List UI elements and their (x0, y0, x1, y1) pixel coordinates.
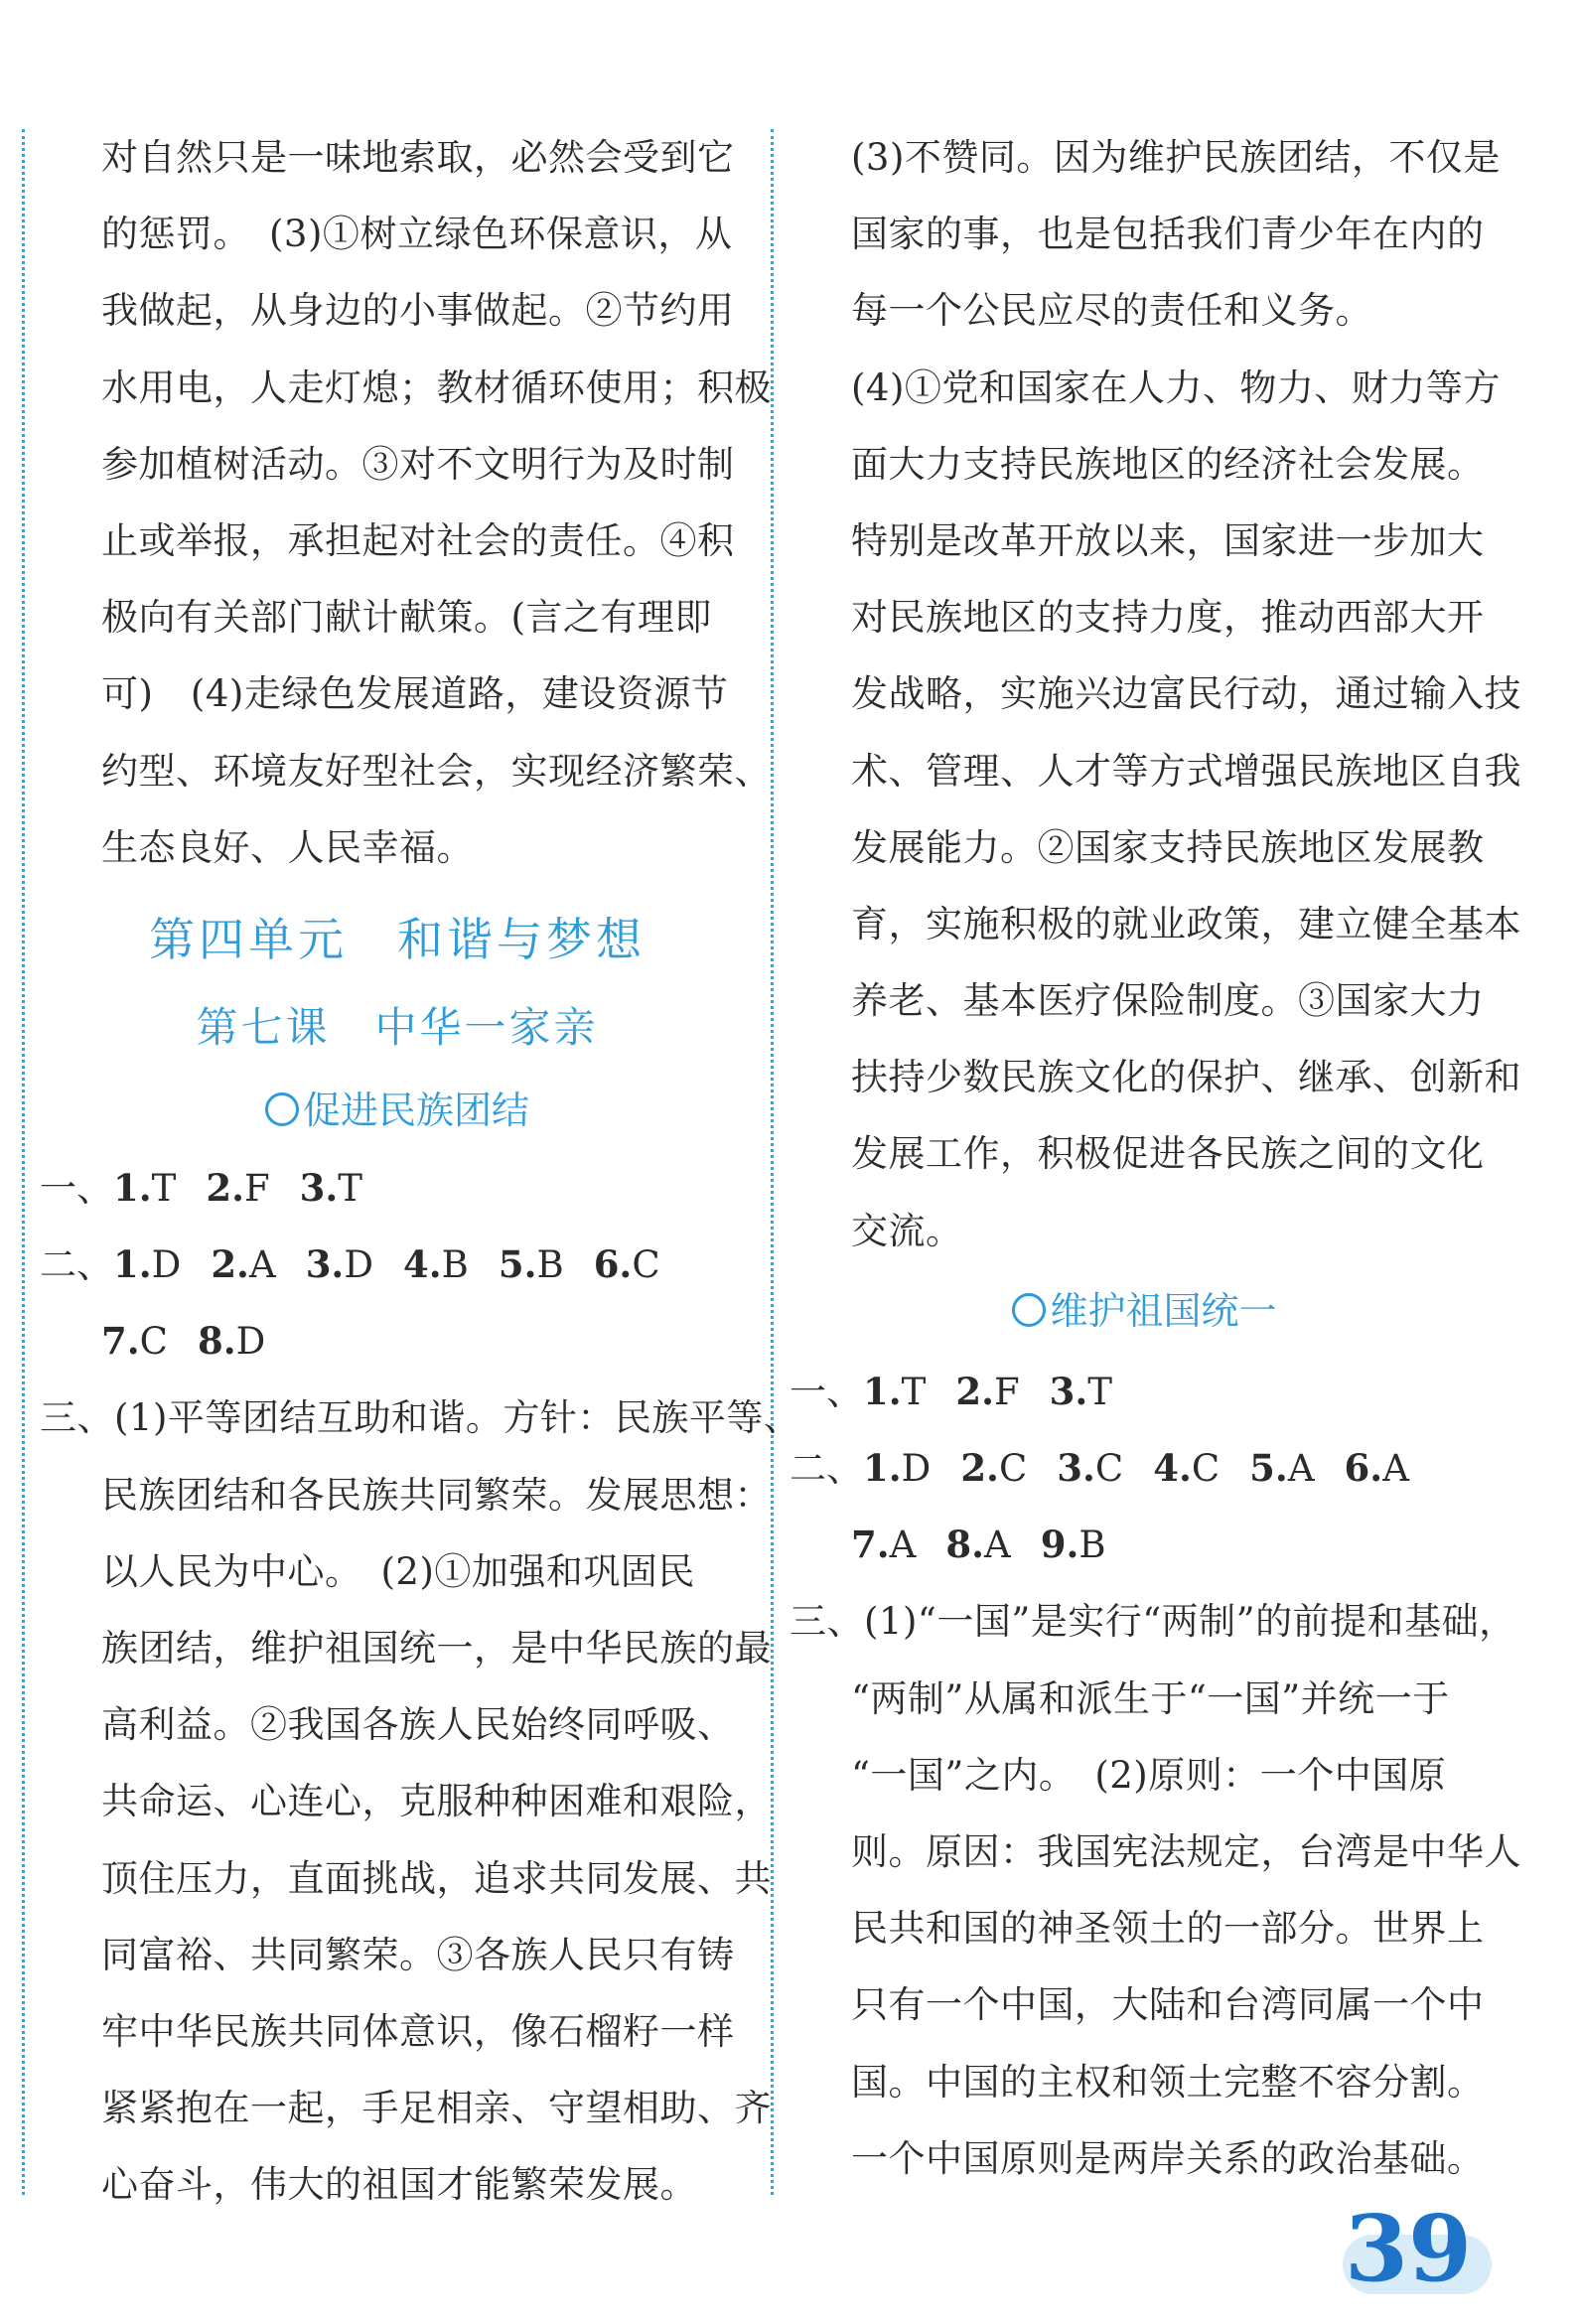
answer-item: 6.C (593, 1242, 660, 1287)
text-line: 交流。 (851, 1209, 963, 1252)
answer-item: 4.C (1153, 1446, 1221, 1490)
circle-bullet-icon (265, 1092, 299, 1126)
answer-item: 1.D (113, 1242, 182, 1287)
text-line: 民共和国的神圣领土的一部分。世界上 (851, 1907, 1485, 1951)
text-line: 牢中华民族共同体意识，像石榴籽一样 (101, 2009, 735, 2053)
text-line: 育，实施积极的就业政策，建立健全基本 (851, 902, 1521, 945)
part-prefix: 一、 (790, 1370, 863, 1413)
answer-item: 1.T (113, 1165, 177, 1210)
text-line: 我做起，从身边的小事做起。②节约用 (101, 289, 735, 333)
text-line: 对自然只是一味地索取，必然会受到它 (101, 136, 735, 179)
answer-item: 3.T (1049, 1369, 1112, 1413)
text-line: 养老、基本医疗保险制度。③国家大力 (851, 979, 1485, 1023)
text-line: 国家的事，也是包括我们青少年在内的 (851, 213, 1485, 256)
left-part3 (40, 1380, 801, 2223)
part-prefix: 一、 (40, 1166, 113, 1210)
answer-item: 6.A (1344, 1446, 1409, 1490)
answer-item: 5.A (1249, 1446, 1315, 1490)
text-line: 顶住压力，直面挑战，追求共同发展、共 (101, 1856, 772, 1900)
text-line: 扶持少数民族文化的保护、继承、创新和 (851, 1056, 1521, 1099)
text-line: 共命运、心连心，克服种种困难和艰险， (101, 1780, 772, 1823)
right-column (790, 119, 1521, 2197)
answer-row-part1 (40, 1150, 755, 1227)
answer-item: 3.C (1057, 1446, 1124, 1490)
text-line: 发战略，实施兴边富民行动，通过输入技 (851, 672, 1521, 716)
text-line: 止或举报，承担起对社会的责任。④积 (101, 518, 735, 562)
text-line: 生态良好、人民幸福。 (101, 825, 474, 869)
text-line: 术、管理、人才等方式增强民族地区自我 (851, 749, 1521, 793)
answer-row-part2-cont (790, 1507, 1500, 1583)
answer-row-part2 (40, 1227, 755, 1303)
text-line: 心奋斗，伟大的祖国才能繁荣发展。 (101, 2163, 697, 2207)
text-line: 面大力支持民族地区的经济社会发展。 (851, 442, 1485, 486)
unit-heading: 第四单元 和谐与梦想 (149, 912, 646, 966)
answer-item: 5.B (498, 1242, 564, 1287)
lesson-heading: 第七课 中华一家亲 (196, 1002, 599, 1052)
left-dotted-divider (22, 129, 25, 2195)
answer-item: 7.C (101, 1319, 168, 1364)
answer-item: 3.T (299, 1165, 362, 1210)
answer-row-part2 (790, 1430, 1500, 1507)
text-line: 三、(1)平等团结互助和谐。方针：民族平等、 (40, 1396, 801, 1440)
text-line: (3)不赞同。因为维护民族团结，不仅是 (851, 136, 1501, 179)
answer-item: 1.D (863, 1446, 932, 1490)
right-top-paragraph (790, 119, 1521, 1269)
text-line: 以人民为中心。 (2)①加强和巩固民 (101, 1549, 695, 1593)
page-number: 39 (1344, 2195, 1472, 2302)
answer-item: 2.C (960, 1446, 1028, 1490)
text-line: 只有一个中国，大陆和台湾同属一个中 (851, 1983, 1485, 2027)
text-line: 民族团结和各民族共同繁荣。发展思想： (101, 1473, 772, 1517)
answer-row-part1 (790, 1354, 1500, 1430)
answer-item: 2.F (206, 1165, 270, 1210)
circle-bullet-icon (1012, 1293, 1046, 1327)
text-line: 水用电，人走灯熄；教材循环使用；积极 (101, 365, 772, 409)
part-prefix: 二、 (40, 1243, 113, 1287)
section-heading-label: 维护祖国统一 (1050, 1288, 1277, 1333)
text-line: 对民族地区的支持力度，推动西部大开 (851, 596, 1485, 640)
text-line: 发展工作，积极促进各民族之间的文化 (851, 1132, 1485, 1176)
answer-item: 2.A (211, 1242, 276, 1287)
section-heading (40, 1071, 755, 1150)
text-line: 高利益。②我国各族人民始终同呼吸、 (101, 1703, 735, 1747)
answer-item: 1.T (863, 1369, 927, 1413)
answer-item: 8.D (197, 1319, 266, 1364)
section-heading (790, 1269, 1500, 1354)
text-line: 则。原因：我国宪法规定，台湾是中华人 (851, 1829, 1521, 1873)
text-line: (4)①党和国家在人力、物力、财力等方 (851, 365, 1501, 409)
text-line: “两制”从属和派生于“一国”并统一于 (851, 1676, 1450, 1720)
text-line: 的惩罚。 (3)①树立绿色环保意识，从 (101, 213, 733, 256)
text-line: 特别是改革开放以来，国家进一步加大 (851, 518, 1485, 562)
text-line: 每一个公民应尽的责任和义务。 (851, 289, 1372, 333)
right-part3 (790, 1583, 1521, 2197)
answer-item: 7.A (851, 1523, 917, 1567)
text-line: 族团结，维护祖国统一，是中华民族的最 (101, 1627, 772, 1670)
text-line: 发展能力。②国家支持民族地区发展教 (851, 825, 1485, 869)
text-line: 紧紧抱在一起，手足相亲、守望相助、齐 (101, 2087, 772, 2130)
text-line: “一国”之内。 (2)原则：一个中国原 (851, 1753, 1447, 1797)
answer-item: 9.B (1040, 1523, 1106, 1567)
left-column (40, 119, 801, 2224)
text-line: 三、(1)“一国”是实行“两制”的前提和基础， (790, 1600, 1516, 1644)
text-line: 可) (4)走绿色发展道路，建设资源节 (101, 672, 729, 716)
text-line: 一个中国原则是两岸关系的政治基础。 (851, 2136, 1485, 2180)
section-heading-label: 促进民族团结 (302, 1088, 529, 1132)
text-line: 约型、环境友好型社会，实现经济繁荣、 (101, 749, 772, 793)
text-line: 国。中国的主权和领土完整不容分割。 (851, 2060, 1485, 2104)
answer-item: 2.F (955, 1369, 1020, 1413)
answer-item: 8.A (945, 1523, 1011, 1567)
answer-item: 4.B (403, 1242, 469, 1287)
text-line: 同富裕、共同繁荣。③各族人民只有铸 (101, 1933, 735, 1976)
part-prefix: 二、 (790, 1447, 863, 1490)
text-line: 参加植树活动。③对不文明行为及时制 (101, 442, 735, 486)
left-top-paragraph (40, 119, 772, 886)
answer-row-part2-cont (40, 1303, 755, 1380)
text-line: 极向有关部门献计献策。(言之有理即 (101, 596, 712, 640)
answer-item: 3.D (305, 1242, 373, 1287)
